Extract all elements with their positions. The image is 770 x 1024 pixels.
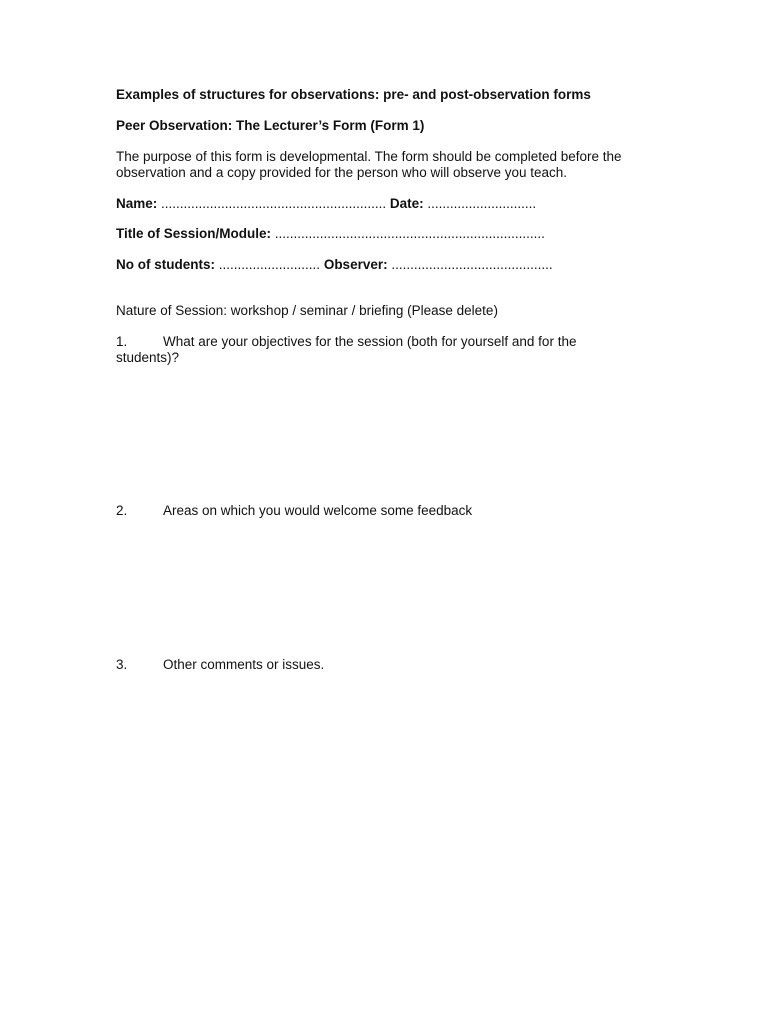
purpose-line-2: observation and a copy provided for the person who will observe you teach. [116, 165, 568, 180]
students-observer-row [116, 257, 553, 273]
question-text: Other comments or issues. [163, 657, 325, 672]
question-number: 3. [116, 657, 128, 672]
question-text: Areas on which you would welcome some feedback [163, 503, 473, 518]
question-number: 2. [116, 503, 128, 518]
purpose-line-1: The purpose of this form is developmental. The form should be completed before the [116, 149, 622, 164]
title-of-session-field[interactable]: ........................................................................ [274, 226, 545, 241]
nature-of-session: Nature of Session: workshop / seminar / briefing (Please delete) [116, 303, 498, 318]
question-3 [116, 657, 676, 673]
question-text: What are your objectives for the session (both for yourself and for the [163, 334, 577, 349]
name-label: Name: [116, 196, 158, 211]
question-1 [116, 334, 676, 366]
question-text-continued: students)? [116, 350, 180, 365]
page-title: Examples of structures for observations: pre- and post-observation forms [116, 87, 591, 102]
title-of-session-label: Title of Session/Module: [116, 226, 272, 241]
form-subtitle: Peer Observation: The Lecturer’s Form (Form 1) [116, 118, 425, 133]
name-field[interactable]: ............................................................ [161, 196, 387, 211]
students-field[interactable]: ........................... [218, 257, 321, 272]
name-date-row [116, 196, 536, 212]
date-label: Date: [389, 196, 424, 211]
date-field[interactable]: ............................. [427, 196, 537, 211]
title-row [116, 226, 545, 242]
observer-field[interactable]: ........................................... [391, 257, 553, 272]
observer-label: Observer: [323, 257, 388, 272]
students-label: No of students: [116, 257, 215, 272]
question-2 [116, 503, 676, 519]
question-number: 1. [116, 334, 128, 349]
